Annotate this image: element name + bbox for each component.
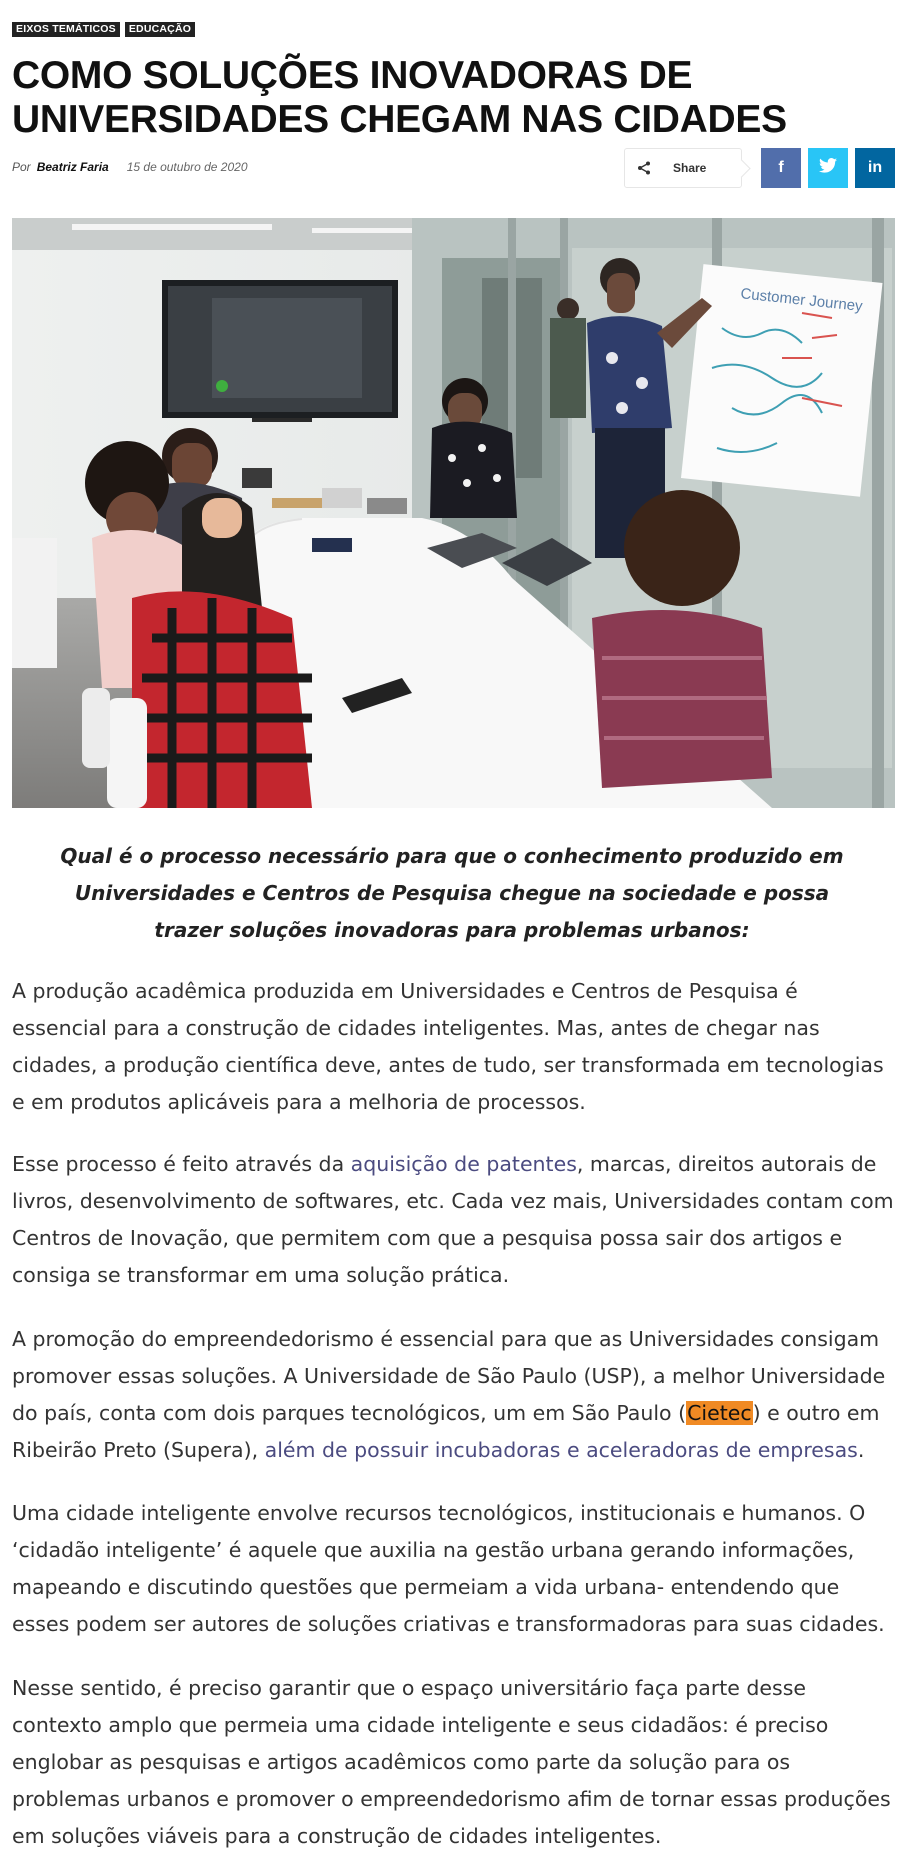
- paragraph-5: Nesse sentido, é preciso garantir que o espaço universitário faça parte desse contexto amplo que permeia uma cidade inteligente e seus cidadãos: é preciso englobar as pesquisas e artigos acadêmicos como parte da solução para os problemas urbanos e promover o empreendedorismo afim de tornar essas produções em soluções viáveis para a construção de cidades inteligentes.: [12, 1676, 891, 1848]
- category-tag-educacao[interactable]: EDUCAÇÃO: [125, 22, 195, 37]
- publish-date: 15 de outubro de 2020: [126, 160, 248, 174]
- share-bar: [624, 148, 895, 188]
- highlight-cietec: Cietec: [687, 1401, 752, 1425]
- paragraph-3-text-b: ) e outro em Ribeirão Preto (Supera),: [12, 1401, 880, 1462]
- facebook-share-button[interactable]: [761, 148, 801, 188]
- linkedin-share-button[interactable]: [855, 148, 895, 188]
- facebook-icon: f: [778, 159, 784, 176]
- paragraph-3: [12, 1321, 895, 1469]
- linkedin-icon: in: [867, 159, 883, 176]
- paragraph-2: [12, 1146, 895, 1294]
- paragraph-3-text-a: A promoção do empreendedorismo é essencial para que as Universidades consigam promover essas soluções. A Universidade de São Paulo (USP), a melhor Universidade do país, conta com dois parques tecnológicos, um em São Paulo (: [12, 1327, 886, 1425]
- article-title: COMO SOLUÇÕES INOVADORAS DE UNIVERSIDADES CHEGAM NAS CIDADES: [12, 54, 787, 141]
- paragraph-1: A produção acadêmica produzida em Universidades e Centros de Pesquisa é essencial para a construção de cidades inteligentes. Mas, antes de chegar nas cidades, a produção científica deve, antes de tudo, ser transformada em tecnologias e em produtos aplicáveis para a melhoria de processos.: [12, 979, 884, 1114]
- paragraph-3-text-c: .: [857, 1438, 865, 1462]
- share-button[interactable]: [624, 148, 742, 188]
- meeting-photo: [12, 218, 895, 808]
- article-lead: Qual é o processo necessário para que o conhecimento produzido em Universidades e Centros de Pesquisa chegue na sociedade e possa trazer soluções inovadoras para problemas urbanos:: [60, 844, 844, 942]
- category-tag-eixos[interactable]: EIXOS TEMÁTICOS: [12, 22, 120, 37]
- by-label: Por: [12, 160, 31, 174]
- twitter-share-button[interactable]: [808, 148, 848, 188]
- article-meta: [12, 160, 248, 174]
- hero-image: [12, 218, 895, 808]
- paragraph-4: Uma cidade inteligente envolve recursos tecnológicos, institucionais e humanos. O ‘cidadão inteligente’ é aquele que auxilia na gestão urbana gerando informações, mapeando e discutindo questões que permeiam a vida urbana- entendendo que esses podem ser autores de soluções criativas e transformadoras para suas cidades.: [12, 1501, 885, 1636]
- board-heading: Customer Journey: [739, 285, 864, 315]
- twitter-icon: [819, 158, 837, 178]
- author-link[interactable]: Beatriz Faria: [36, 160, 109, 174]
- link-patentes[interactable]: aquisição de patentes: [350, 1152, 577, 1176]
- link-incubadoras[interactable]: além de possuir incubadoras e aceleradoras de empresas: [264, 1438, 858, 1462]
- share-icon: [635, 159, 653, 177]
- paragraph-2-text-b: , marcas, direitos autorais de livros, desenvolvimento de softwares, etc. Cada vez mais, Universidades contam com Centros de Inovação, que permitem com que a pesquisa possa sair dos artigos e consiga se transformar em uma solução prática.: [12, 1152, 894, 1287]
- paragraph-2-text-a: Esse processo é feito através da: [12, 1152, 351, 1176]
- category-tags: [12, 22, 195, 37]
- share-label: Share: [673, 161, 707, 175]
